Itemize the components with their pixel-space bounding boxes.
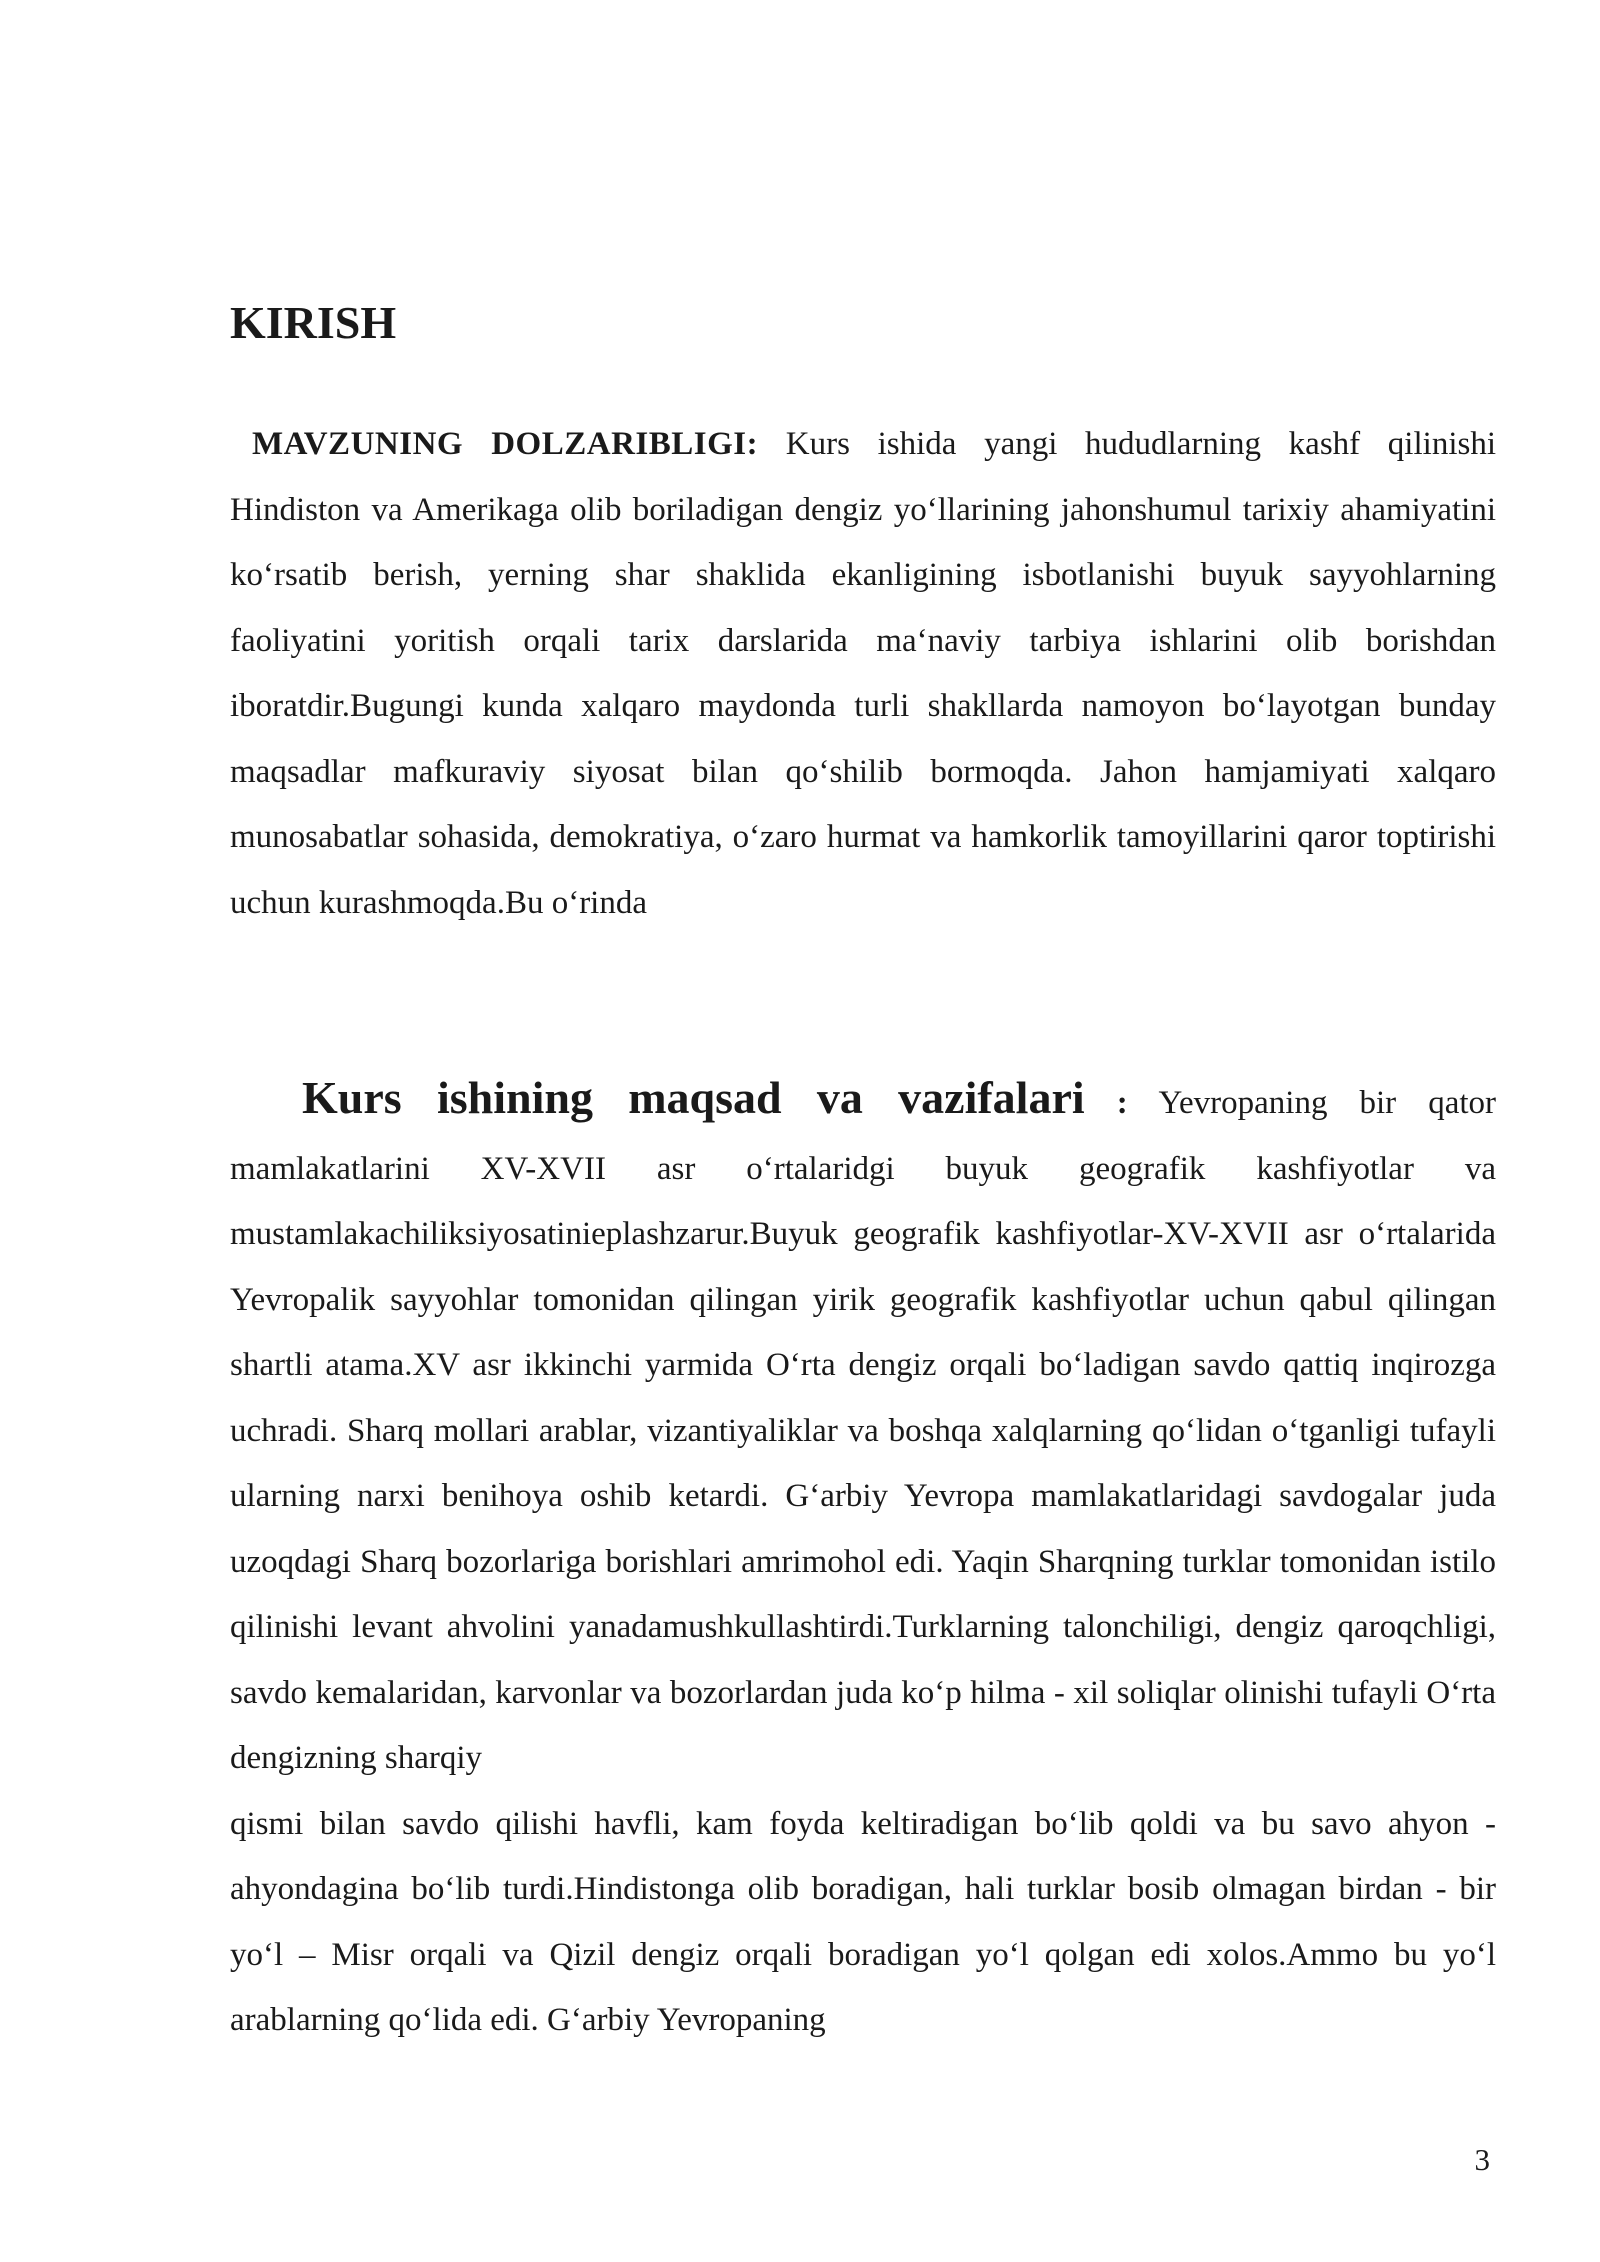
goals-lead: Kurs ishining maqsad va vazifalari <box>302 1072 1085 1123</box>
relevance-text: Kurs ishida yangi hududlarning kashf qilinishi Hindiston va Amerikaga olib boriladigan dengiz yo‘llarining jahonshumul tarixiy ahamiyatini ko‘rsatib berish, yerning shar shaklida ekanligining isbotlanishi buyuk sayyohlarning faoliyatini yoritish orqali tarix darslarida ma‘naviy tarbiya ishlarini olib borishdan iboratdir.Bugungi kunda xalqaro maydonda turli shakllarda namoyon bo‘layotgan bunday maqsadlar mafkuraviy siyosat bilan qo‘shilib bormoqda. Jahon hamjamiyati xalqaro munosabatlar sohasida, demokratiya, o‘zaro hurmat va hamkorlik tamoyillarini qaror toptirishi uchun kurashmoqda.Bu o‘rinda <box>230 426 1496 921</box>
goals-text-continued: qismi bilan savdo qilishi havfli, kam foyda keltiradigan bo‘lib qoldi va bu savo ahyon - ahyondagina bo‘lib turdi.Hindistonga olib boradigan, hali turklar bosib olmagan birdan - bir yo‘l – Misr orqali va Qizil dengiz orqali boradigan yo‘l qolgan edi xolos.Ammo bu yo‘l arablarning qo‘lida edi. G‘arbiy Yevropaning <box>230 1805 1496 2038</box>
paragraph-goals <box>230 1065 1496 2054</box>
page-number: 3 <box>1474 2142 1490 2177</box>
goals-text: Yevropaning bir qator mamlakatlarini XV-XVII asr o‘rtalaridgi buyuk geografik kashfiyotlar va mustamlakachiliksiyosatinieplashzarur.Buyuk geografik kashfiyotlar-XV-XVII asr o‘rtalarida Yevropalik sayyohlar tomonidan qilingan yirik geografik kashfiyotlar uchun qabul qilingan shartli atama.XV asr ikkinchi yarmida O‘rta dengiz orqali bo‘ladigan savdo qattiq inqirozga uchradi. Sharq mollari arablar, vizantiyaliklar va boshqa xalqlarning qo‘lidan o‘tganligi tufayli ularning narxi benihoya oshib ketardi. G‘arbiy Yevropa mamlakatlaridagi savdogalar juda uzoqdagi Sharq bozorlariga borishlari amrimohol edi. Yaqin Sharqning turklar tomonidan istilo qilinishi levant ahvolini yanadamushkullashtirdi.Turklarning talonchiligi, dengiz qaroqchligi, savdo kemalaridan, karvonlar va bozorlardan juda ko‘p hilma - xil soliqlar olinishi tufayli O‘rta dengizning sharqiy <box>230 1085 1496 1776</box>
goals-lead-colon: : <box>1116 1085 1128 1121</box>
paragraph-relevance <box>230 412 1496 936</box>
page-heading: KIRISH <box>230 297 397 348</box>
relevance-lead: MAVZUNING DOLZARIBLIGI: <box>252 426 759 462</box>
